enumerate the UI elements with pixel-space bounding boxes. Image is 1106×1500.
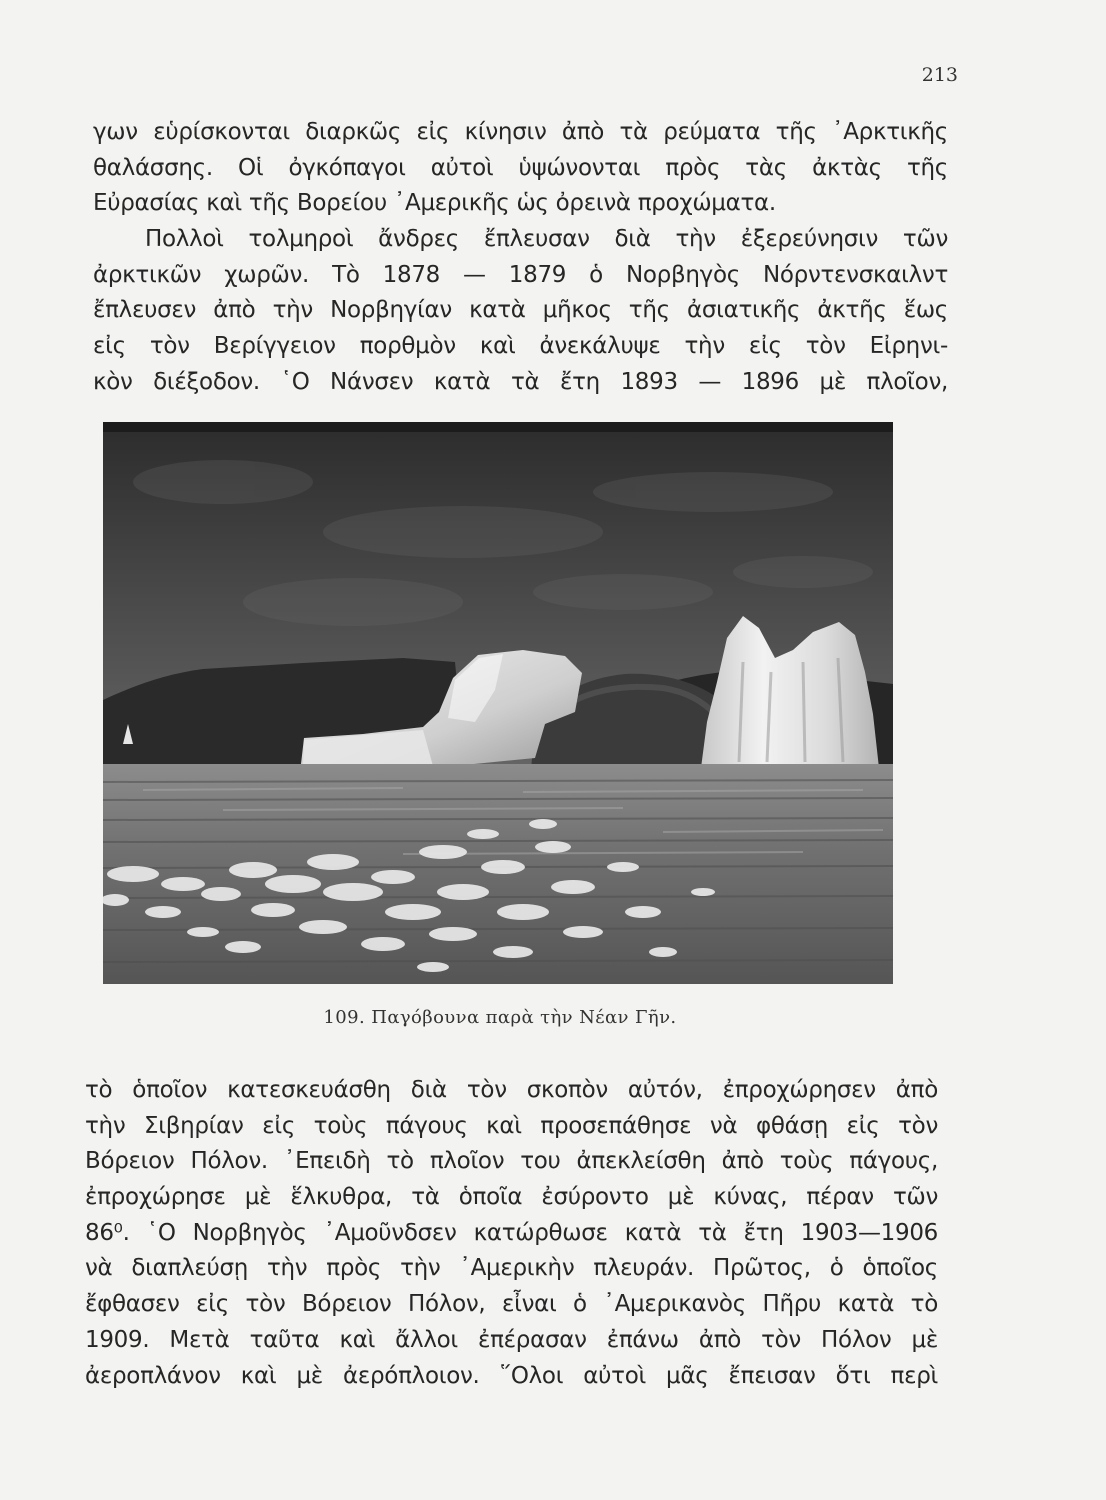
text-line: θαλάσσης. Οἱ ὀγκόπαγοι αὐτοὶ ὑψώνονται πρὸς τὰς ἀκτὰς τῆς (93, 154, 948, 181)
text-line: Εὐρασίας καὶ τῆς Βορείου ᾿Αμερικῆς ὡς ὀρεινὰ προχώματα. (93, 190, 776, 217)
text-line: τὴν Σιβηρίαν εἰς τοὺς πάγους καὶ προσεπάθησε νὰ φθάσῃ εἰς τὸν (85, 1112, 938, 1139)
text-block-bottom (85, 1073, 938, 1394)
text-line: 1909. Μετὰ ταῦτα καὶ ἄλλοι ἐπέρασαν ἐπάνω ἀπὸ τὸν Πόλον μὲ (85, 1326, 938, 1353)
text-line: ἐπροχώρησε μὲ ἕλκυθρα, τὰ ὁποῖα ἐσύροντο μὲ κύνας, πέραν τῶν (85, 1184, 938, 1211)
text-block-top (93, 115, 948, 401)
text-line: ἔπλευσεν ἀπὸ τὴν Νορβηγίαν κατὰ μῆκος τῆς ἀσιατικῆς ἀκτῆς ἕως (93, 297, 948, 324)
text-line: ἀρκτικῶν χωρῶν. Τὸ 1878 — 1879 ὁ Νορβηγὸς Νόρντενσκαιλντ (93, 261, 948, 288)
iceberg-photo (103, 422, 893, 984)
text-line: ἀεροπλάνον καὶ μὲ ἀερόπλοιον. ῞Ολοι αὐτοὶ μᾶς ἔπεισαν ὅτι περὶ (85, 1362, 938, 1389)
text-line: κὸν διέξοδον. ῾Ο Νάνσεν κατὰ τὰ ἔτη 1893 — 1896 μὲ πλοῖον, (93, 368, 948, 395)
photo-top-edge (103, 422, 893, 432)
text-line: νὰ διαπλεύσῃ τὴν πρὸς τὴν ᾿Αμερικὴν πλευράν. Πρῶτος, ὁ ὁποῖος (85, 1255, 938, 1282)
figure-caption: 109. Παγόβουνα παρὰ τὴν Νέαν Γῆν. (323, 1007, 677, 1028)
text-line: ἔφθασεν εἰς τὸν Βόρειον Πόλον, εἶναι ὁ ᾿Αμερικανὸς Πῆρυ κατὰ τὸ (85, 1291, 938, 1318)
iceberg-photo-drawing (103, 422, 893, 984)
text-line: τὸ ὁποῖον κατεσκευάσθη διὰ τὸν σκοπὸν αὐτόν, ἐπροχώρησεν ἀπὸ (85, 1077, 938, 1103)
text-line: 86⁰. ῾Ο Νορβηγὸς ᾿Αμοῦνδσεν κατώρθωσε κατὰ τὰ ἔτη 1903—1906 (85, 1219, 938, 1246)
text-line: εἰς τὸν Βερίγγειον πορθμὸν καὶ ἀνεκάλυψε τὴν εἰς τὸν Εἰρηνι- (93, 333, 948, 360)
text-line: γων εὑρίσκονται διαρκῶς εἰς κίνησιν ἀπὸ τὰ ρεύματα τῆς ᾿Αρκτικῆς (93, 119, 948, 145)
text-line: Πολλοὶ τολμηροὶ ἄνδρες ἔπλευσαν διὰ τὴν ἐξερεύνησιν τῶν (145, 226, 948, 253)
text-line: Βόρειον Πόλον. ᾿Επειδὴ τὸ πλοῖον του ἀπεκλείσθη ἀπὸ τοὺς πάγους, (85, 1148, 938, 1175)
page-number: 213 (921, 64, 958, 86)
